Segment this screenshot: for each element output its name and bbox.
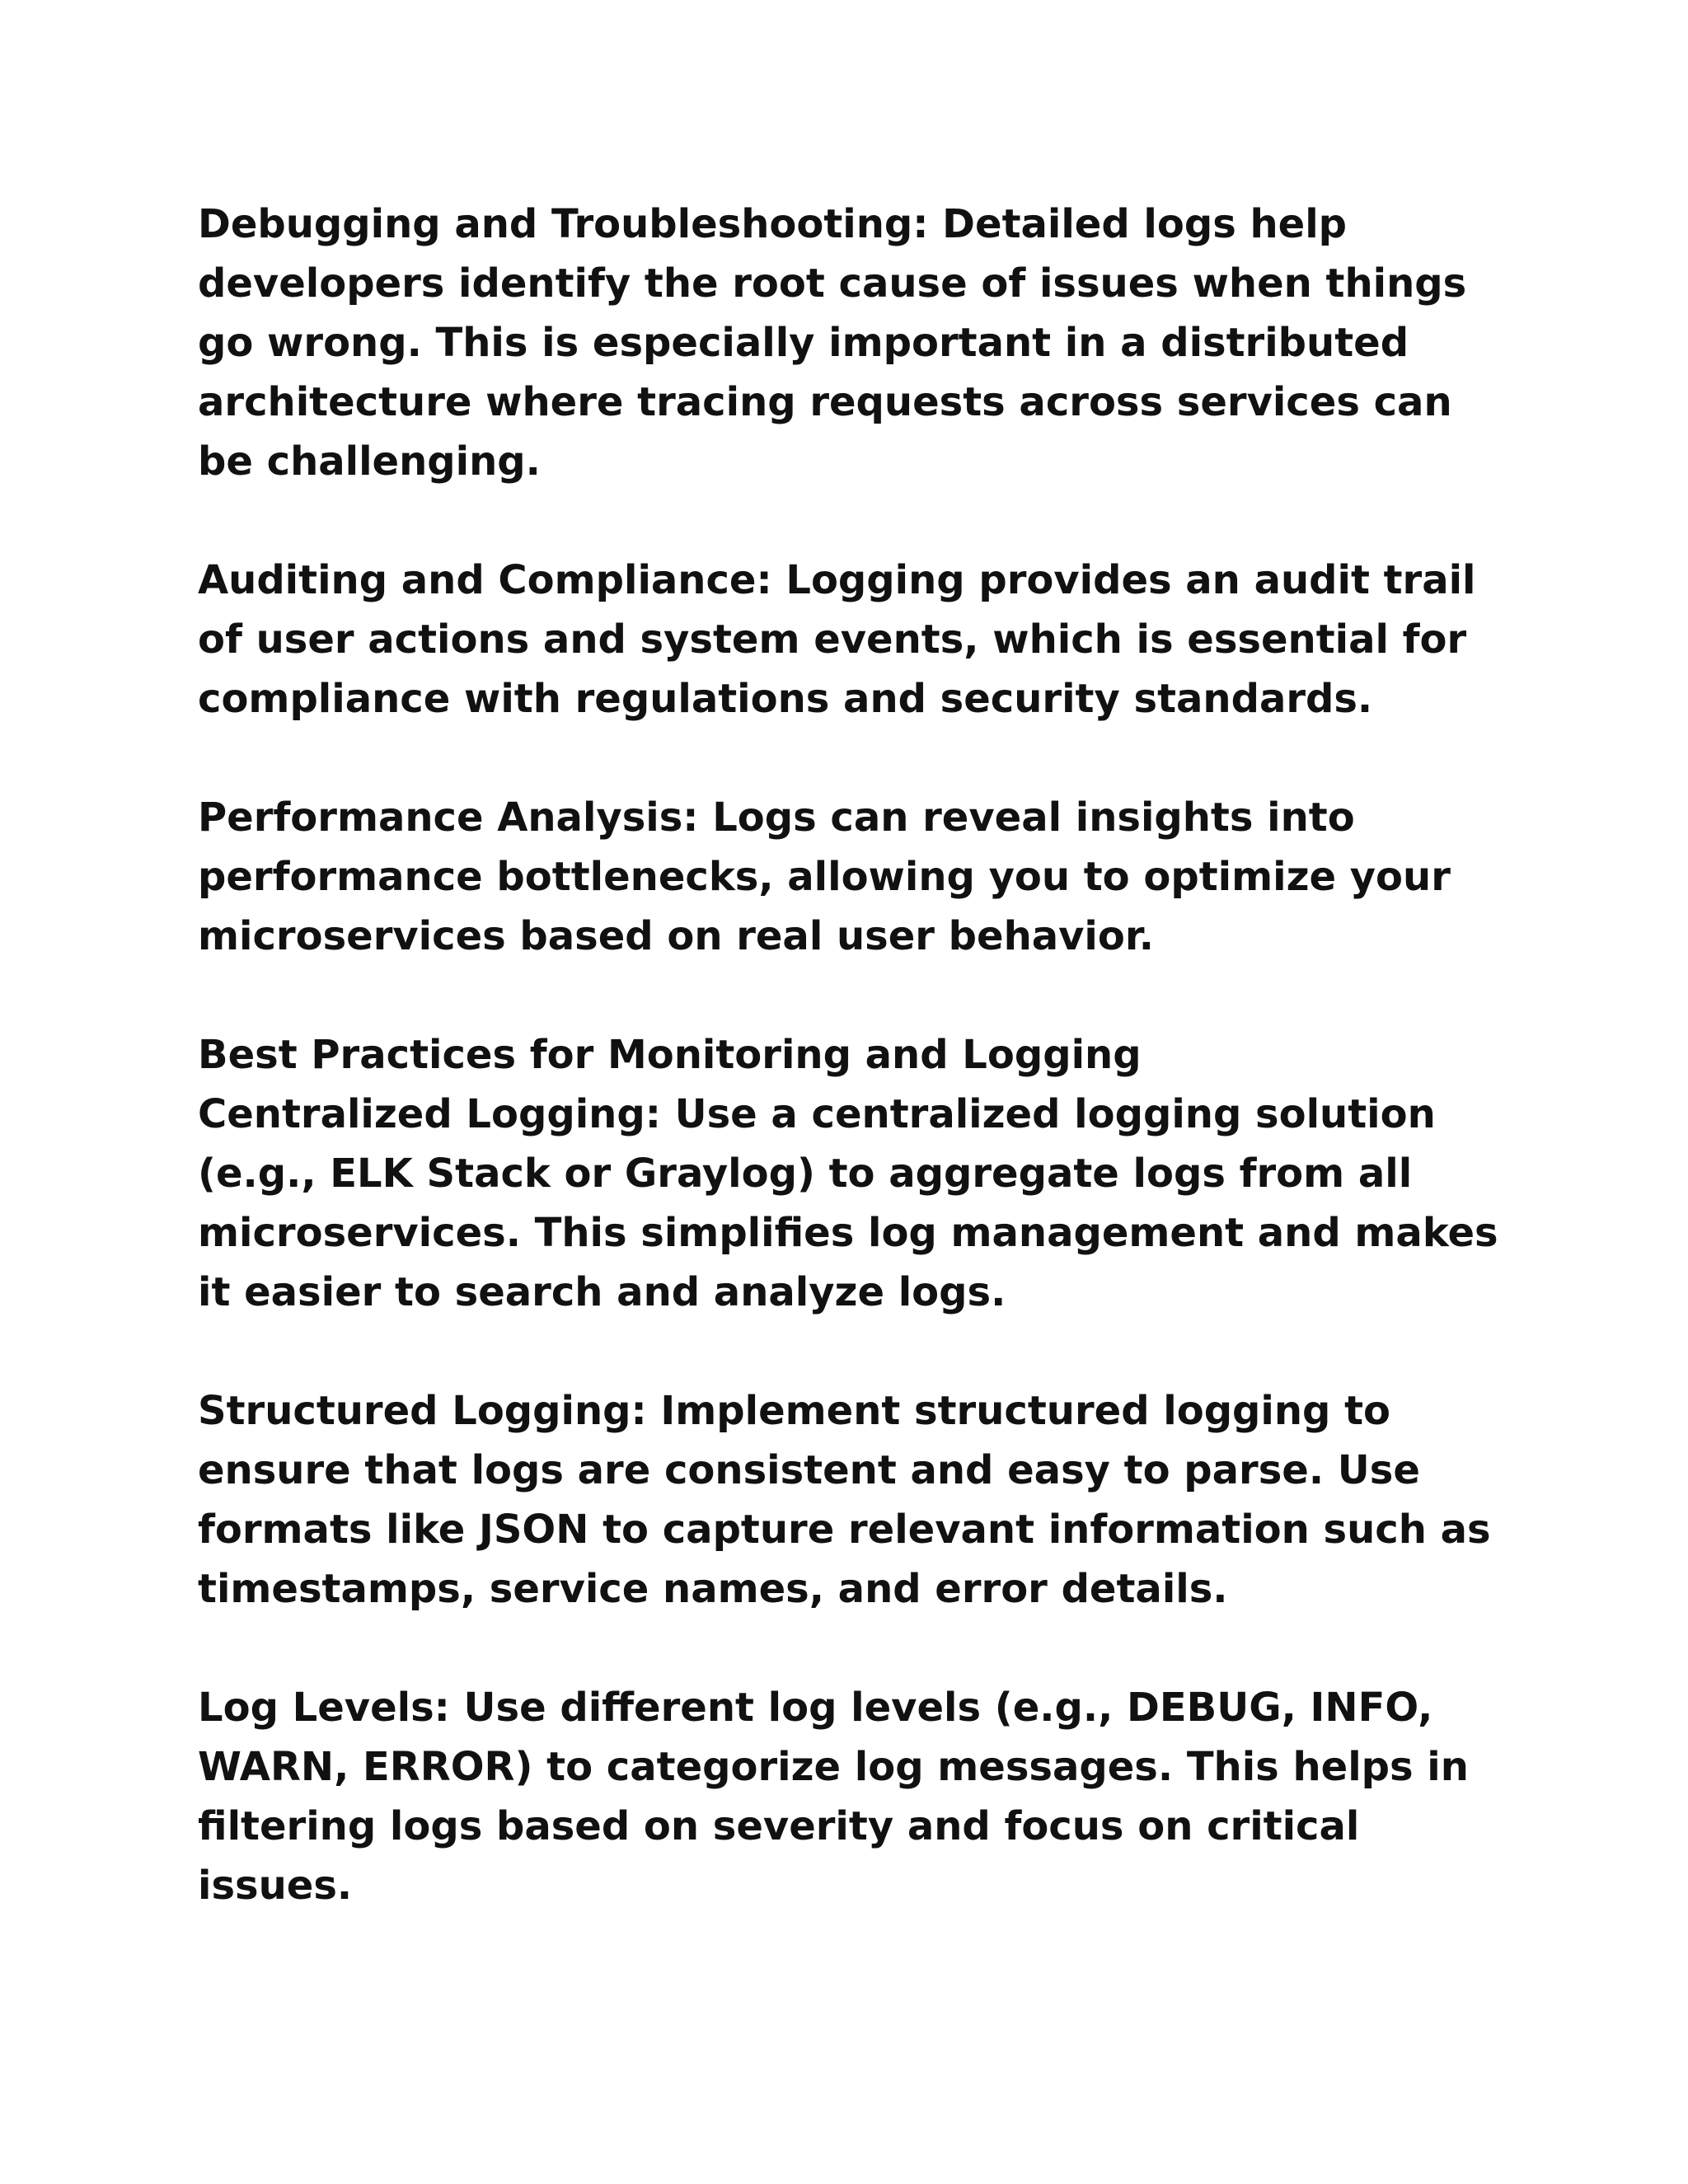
paragraph-log-levels: Log Levels: Use different log levels (e.g., DEBUG, INFO, WARN, ERROR) to categorize log messages. This helps in filtering logs based on severity and focus on critical issues. (198, 1685, 1469, 1909)
document-body (198, 194, 1517, 1975)
paragraph-debugging: Debugging and Troubleshooting: Detailed logs help developers identify the root cause of issues when things go wrong. This is especially important in a distributed architecture where tracing requests across services can be challenging. (198, 201, 1467, 485)
paragraph-performance: Performance Analysis: Logs can reveal insights into performance bottlenecks, allowing you to optimize your microservices based on real user behavior. (198, 794, 1451, 959)
paragraph-structured-logging: Structured Logging: Implement structured logging to ensure that logs are consistent and easy to parse. Use formats like JSON to capture relevant information such as timestamps, service names, and error details. (198, 1388, 1491, 1612)
paragraph-centralized-logging: Centralized Logging: Use a centralized logging solution (e.g., ELK Stack or Graylog) to aggregate logs from all microservices. This simplifies log management and makes it easier to search and analyze logs. (198, 1091, 1498, 1315)
section-heading: Best Practices for Monitoring and Logging (198, 1032, 1142, 1078)
paragraph-auditing: Auditing and Compliance: Logging provides an audit trail of user actions and system events, which is essential for compliance with regulations and security standards. (198, 557, 1476, 722)
